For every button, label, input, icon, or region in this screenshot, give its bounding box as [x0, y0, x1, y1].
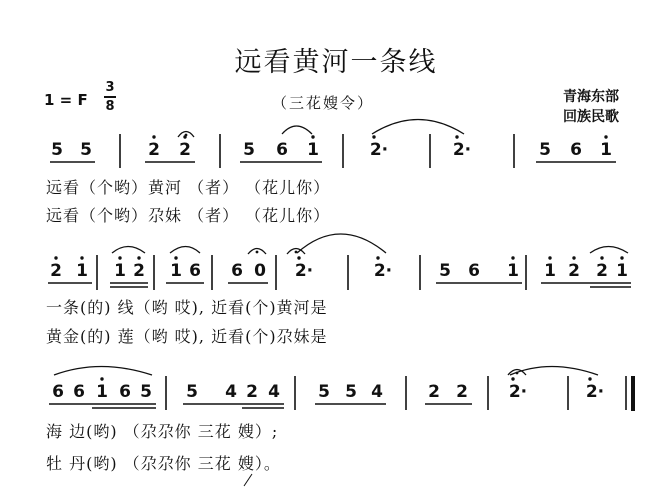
note: 2· — [508, 382, 528, 402]
note: 2 — [568, 261, 580, 281]
note: 1 — [544, 261, 556, 281]
note: 6 — [189, 261, 201, 281]
note: 2 — [456, 382, 468, 402]
octave-dot — [511, 256, 514, 259]
note: 5 — [318, 382, 330, 402]
note: 2 — [50, 261, 62, 281]
octave-dot — [118, 256, 121, 259]
note: 5 — [345, 382, 357, 402]
key-signature: 1 = F — [44, 91, 88, 109]
octave-dot — [152, 135, 155, 138]
octave-dot — [620, 256, 623, 259]
note: 6 — [119, 382, 131, 402]
lyrics-line: 远看（个哟）黄河 （者） （花儿你） — [46, 178, 331, 197]
slur — [170, 247, 200, 254]
lyrics-line: 一条(的) 线（哟 哎), 近看(个)黄河是 — [46, 298, 328, 317]
note: 0 — [254, 261, 266, 281]
slur — [590, 247, 628, 254]
note: 5 — [140, 382, 152, 402]
song-title: 远看黄河一条线 — [234, 47, 438, 78]
note: 2· — [294, 261, 314, 281]
octave-dot — [376, 256, 379, 259]
note: 2· — [585, 382, 605, 402]
tie — [372, 120, 464, 135]
time-signature-bottom: 8 — [105, 99, 115, 114]
octave-dot — [600, 256, 603, 259]
note: 1 — [307, 140, 319, 160]
pen-mark — [244, 474, 252, 486]
note: 2· — [373, 261, 393, 281]
note: 6 — [52, 382, 64, 402]
octave-dot — [174, 256, 177, 259]
note: 5 — [51, 140, 63, 160]
octave-dot — [80, 256, 83, 259]
lyrics-line: 海 边(哟) （尕尕你 三花 嫂）; — [46, 422, 279, 441]
octave-dot — [548, 256, 551, 259]
octave-dot — [604, 135, 607, 138]
octave-dot — [311, 135, 314, 138]
note: 1 — [616, 261, 628, 281]
note: 4 — [371, 382, 383, 402]
final-barline-thick — [631, 376, 635, 411]
note: 5 — [186, 382, 198, 402]
tie — [510, 367, 598, 376]
lyrics-line: 远看（个哟）尕妹 （者） （花儿你） — [46, 206, 331, 225]
note: 6 — [276, 140, 288, 160]
lyrics-line: 黄金(的) 莲（哟 哎), 近看(个)尕妹是 — [46, 327, 328, 346]
octave-dot — [572, 256, 575, 259]
note: 1 — [114, 261, 126, 281]
note: 6 — [468, 261, 480, 281]
note: 5 — [243, 140, 255, 160]
note: 1 — [96, 382, 108, 402]
note: 5 — [80, 140, 92, 160]
octave-dot — [137, 256, 140, 259]
slur — [282, 126, 312, 134]
attribution-genre: 回族民歌 — [563, 109, 619, 125]
note: 2 — [148, 140, 160, 160]
octave-dot — [372, 135, 375, 138]
note: 2 — [246, 382, 258, 402]
note: 1 — [76, 261, 88, 281]
note: 6 — [231, 261, 243, 281]
octave-dot — [511, 377, 514, 380]
slur — [112, 247, 145, 254]
note: 4 — [268, 382, 280, 402]
song-subtitle: （三花嫂令） — [272, 94, 375, 112]
note: 6 — [73, 382, 85, 402]
octave-dot — [588, 377, 591, 380]
note: 4 — [225, 382, 237, 402]
note: 1 — [170, 261, 182, 281]
note: 5 — [439, 261, 451, 281]
attribution-region: 青海东部 — [563, 89, 619, 105]
note: 2 — [179, 140, 191, 160]
octave-dot — [100, 377, 103, 380]
slur — [54, 367, 152, 376]
note: 1 — [600, 140, 612, 160]
note: 1 — [507, 261, 519, 281]
note: 6 — [570, 140, 582, 160]
tie — [297, 234, 386, 253]
octave-dot — [54, 256, 57, 259]
note: 2· — [452, 140, 472, 160]
time-signature-top: 3 — [105, 80, 115, 95]
lyrics-line: 牡 丹(哟) （尕尕你 三花 嫂）。 — [46, 454, 281, 473]
note: 2 — [133, 261, 145, 281]
octave-dot — [297, 256, 300, 259]
note: 5 — [539, 140, 551, 160]
note: 2 — [428, 382, 440, 402]
octave-dot — [455, 135, 458, 138]
note: 2· — [369, 140, 389, 160]
note: 2 — [596, 261, 608, 281]
